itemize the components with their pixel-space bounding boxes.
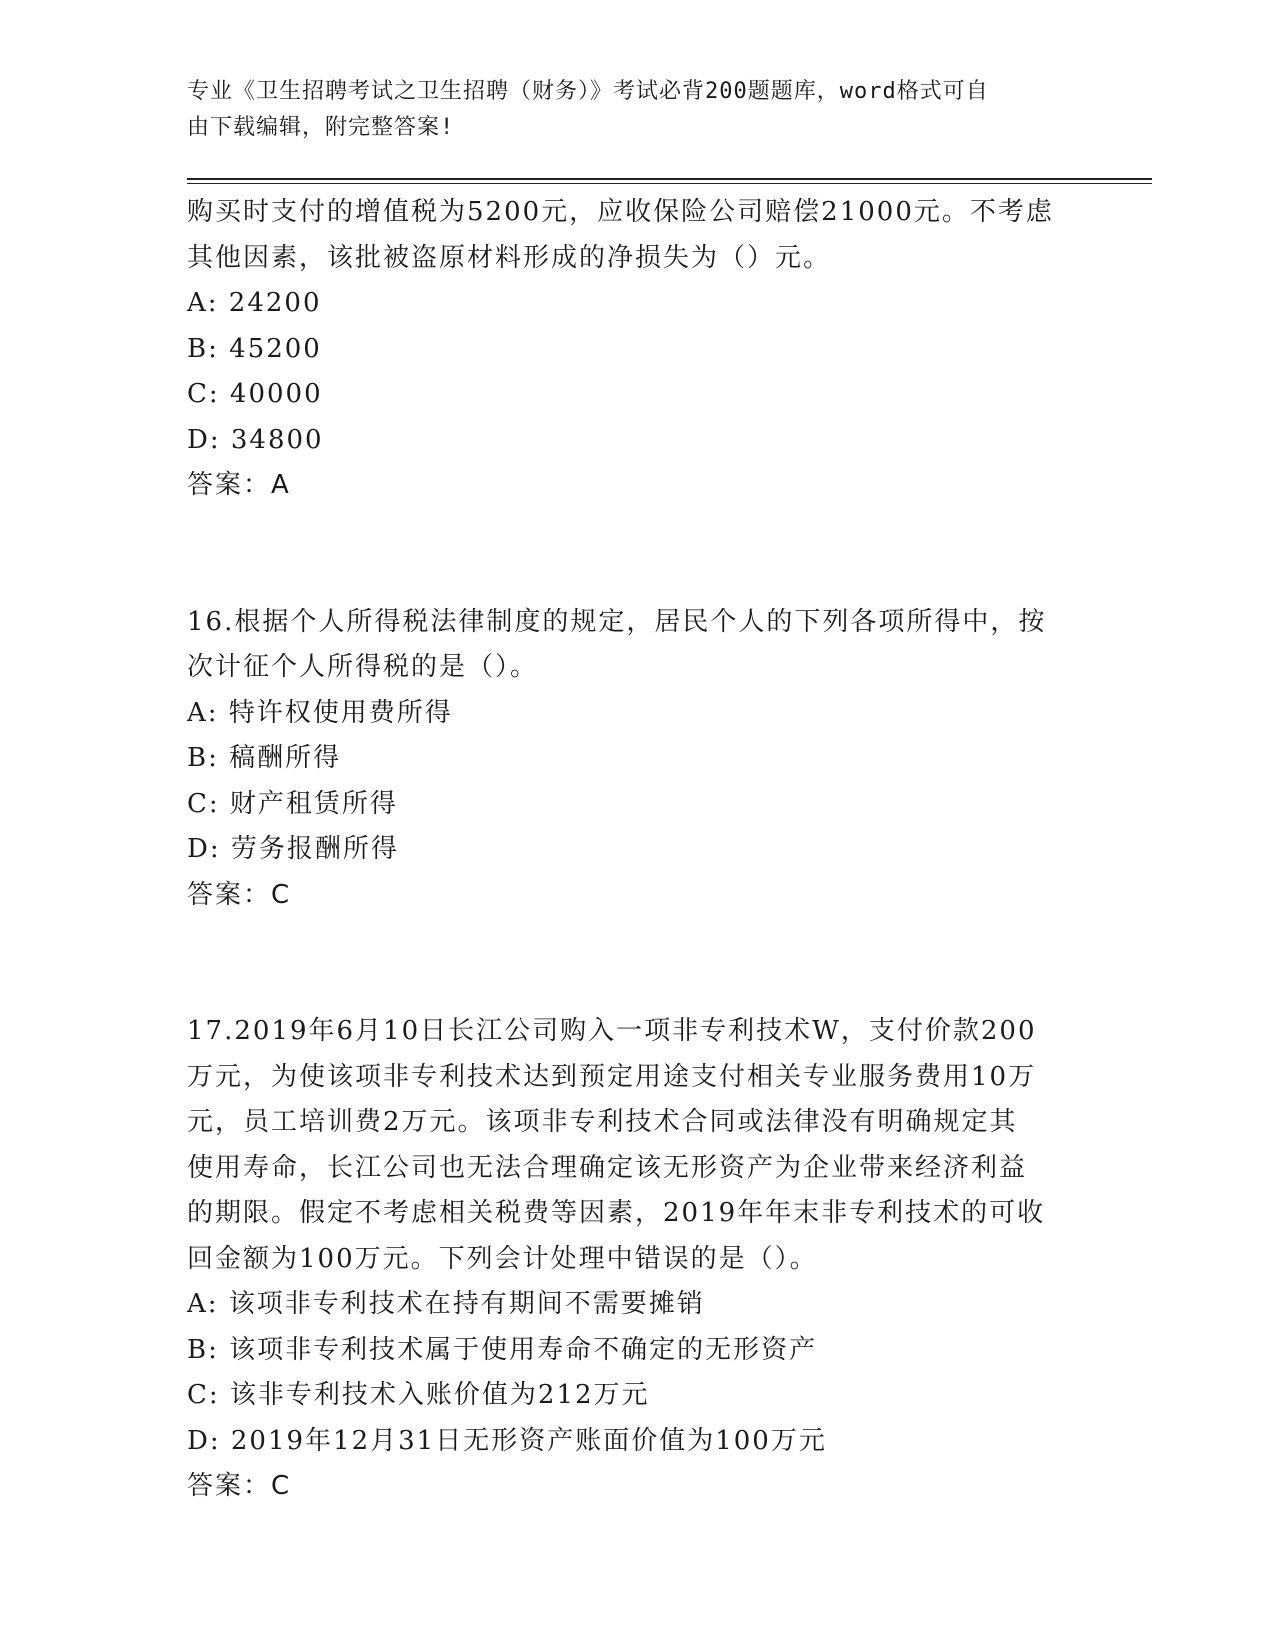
question-stem-line: 元，员工培训费2万元。该项非专利技术合同或法律没有明确规定其 [187,1107,1018,1137]
question-16 [187,600,1087,919]
question-spacer [187,554,1087,600]
option-d: D: 34800 [187,424,324,455]
option-d: D: 劳务报酬所得 [187,834,399,864]
option-b: B: 该项非专利技术属于使用寿命不确定的无形资产 [187,1334,818,1365]
answer-line: 答案：C [187,1471,292,1501]
question-stem-line: 回金额为100万元。下列会计处理中错误的是（）。 [187,1243,818,1274]
question-15 [187,190,1087,509]
question-spacer [187,918,1087,964]
option-c: C: 该非专利技术入账价值为212万元 [187,1380,650,1410]
question-stem-line: 万元，为使该项非专利技术达到预定用途支付相关专业服务费用10万 [187,1061,1037,1092]
option-c: C: 40000 [187,379,323,409]
question-stem-line: 使用寿命，长江公司也无法合理确定该无形资产为企业带来经济利益 [187,1152,1028,1183]
question-stem-line: 17.2019年6月10日长江公司购入一项非专利技术W，支付价款200 [187,1016,1037,1046]
answer-line: 答案：C [187,879,292,910]
header-divider-thin [187,183,1152,184]
option-a: A: 该项非专利技术在持有期间不需要摊销 [187,1289,705,1319]
question-stem-line: 次计征个人所得税的是（）。 [187,652,539,682]
question-17 [187,1009,1087,1510]
option-d: D: 2019年12月31日无形资产账面价值为100万元 [187,1425,827,1456]
option-c: C: 财产租赁所得 [187,788,398,819]
option-a: A: 特许权使用费所得 [187,697,453,728]
document-body [187,190,1087,1510]
question-stem-line: 的期限。假定不考虑相关税费等因素，2019年年末非专利技术的可收 [187,1198,1046,1228]
question-spacer [187,509,1087,555]
document-header [187,74,1087,146]
question-spacer [187,964,1087,1010]
question-stem-line: 购买时支付的增值税为5200元，应收保险公司赔偿21000元。不考虑 [187,197,1054,227]
question-stem-line: 其他因素，该批被盗原材料形成的净损失为（）元。 [187,242,832,273]
option-a: A: 24200 [187,288,322,318]
answer-line: 答案：A [187,470,291,500]
option-b: B: 稿酬所得 [187,743,342,773]
option-b: B: 45200 [187,333,322,364]
question-stem-line: 16.根据个人所得税法律制度的规定，居民个人的下列各项所得中，按 [187,606,1047,637]
header-divider-thick [187,178,1152,180]
header-title-line-1: 专业《卫生招聘考试之卫生招聘（财务）》考试必背200题题库，word格式可自 [187,79,989,104]
header-title-line-2: 由下载编辑，附完整答案! [187,115,455,140]
